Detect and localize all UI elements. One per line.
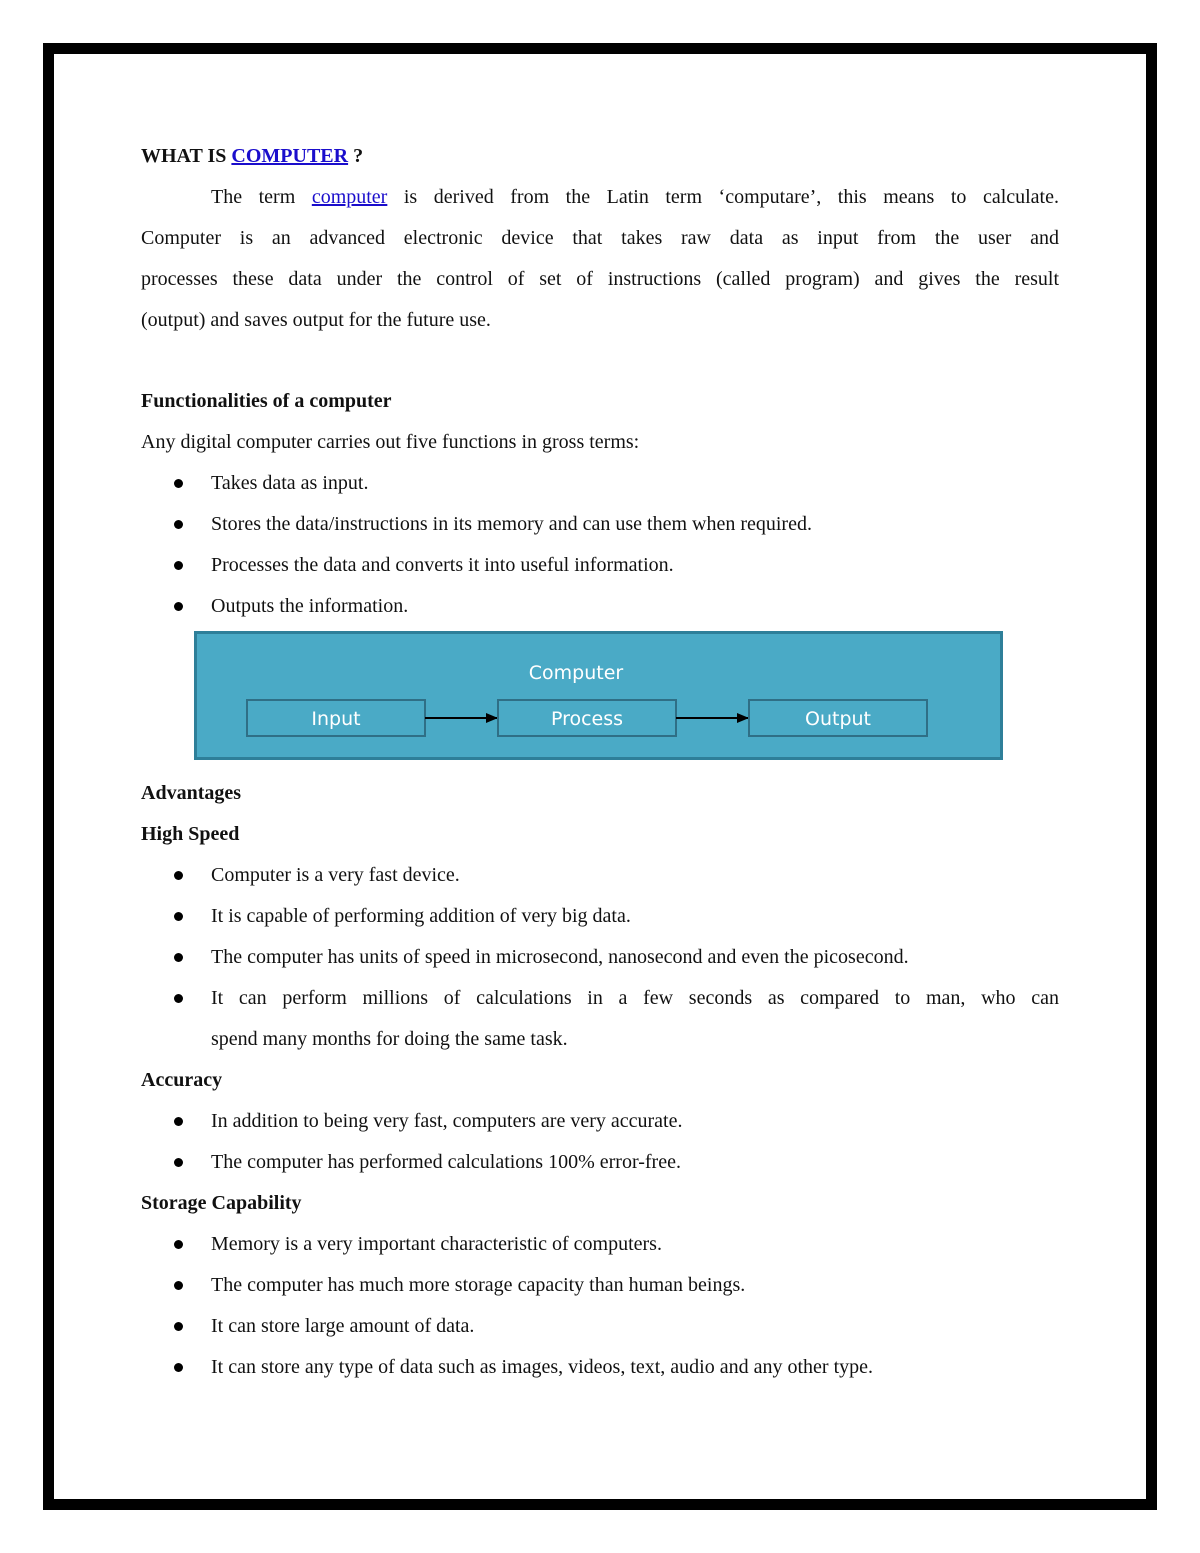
- list-item: The computer has units of speed in microsecond, nanosecond and even the picosecond.: [141, 939, 1059, 980]
- list-item: It can store large amount of data.: [141, 1308, 1059, 1349]
- bullet-icon: [174, 1158, 183, 1167]
- bullet-icon: [174, 953, 183, 962]
- functionalities-lead: Any digital computer carries out five functions in gross terms:: [141, 431, 640, 453]
- diagram-svg: [194, 631, 1004, 763]
- intro-line-3: processes these data under the control of set of instructions (called program) and gives the result: [141, 268, 1059, 290]
- spacer: [141, 343, 1059, 383]
- bullet-icon: [174, 1117, 183, 1126]
- bullet-icon: [174, 479, 183, 488]
- bullet-icon: [174, 994, 183, 1003]
- output-label: Output: [805, 708, 871, 730]
- list-item: Outputs the information.: [141, 588, 1059, 629]
- high-speed-heading: High Speed: [141, 823, 240, 845]
- bullet-icon: [174, 1363, 183, 1372]
- accuracy-heading: Accuracy: [141, 1069, 223, 1091]
- list-item: The computer has much more storage capacity than human beings.: [141, 1267, 1059, 1308]
- bullet-icon: [174, 871, 183, 880]
- list-item-continuation: spend many months for doing the same task.: [211, 1028, 568, 1050]
- computer-text-link[interactable]: computer: [311, 186, 388, 208]
- page-title: WHAT IS COMPUTER ?: [141, 145, 364, 167]
- list-item: It is capable of performing addition of very big data.: [141, 898, 1059, 939]
- list-item: The computer has performed calculations 100% error-free.: [141, 1144, 1059, 1185]
- list-item: Computer is a very fast device.: [141, 857, 1059, 898]
- list-item: Memory is a very important characteristic of computers.: [141, 1226, 1059, 1267]
- advantages-heading: Advantages: [141, 782, 242, 804]
- intro-line-2: Computer is an advanced electronic device that takes raw data as input from the user and: [141, 227, 1059, 249]
- bullet-icon: [174, 602, 183, 611]
- computer-diagram: [141, 629, 1059, 775]
- diagram-title: Computer: [528, 662, 624, 684]
- bullet-icon: [174, 1240, 183, 1249]
- storage-heading: Storage Capability: [141, 1192, 302, 1214]
- intro-line-1: The term computer is derived from the Latin term ‘computare’, this means to calculate.: [211, 186, 1059, 208]
- list-item: Stores the data/instructions in its memory and can use them when required.: [141, 506, 1059, 547]
- bullet-icon: [174, 561, 183, 570]
- list-item: It can perform millions of calculations in a few seconds as compared to man, who can: [141, 980, 1059, 1021]
- bullet-icon: [174, 1322, 183, 1331]
- list-item: In addition to being very fast, computers are very accurate.: [141, 1103, 1059, 1144]
- process-label: Process: [550, 708, 624, 730]
- bullet-icon: [174, 1281, 183, 1290]
- list-item: It can store any type of data such as images, videos, text, audio and any other type.: [141, 1349, 1059, 1390]
- intro-line-4: (output) and saves output for the future use.: [141, 309, 491, 331]
- document-body: [141, 138, 1059, 1390]
- functionalities-heading: Functionalities of a computer: [141, 390, 392, 412]
- list-item: Takes data as input.: [141, 465, 1059, 506]
- diagram-background: [196, 633, 1002, 759]
- input-label: Input: [311, 708, 361, 730]
- list-item: Processes the data and converts it into useful information.: [141, 547, 1059, 588]
- computer-title-link[interactable]: COMPUTER: [231, 145, 349, 167]
- bullet-icon: [174, 912, 183, 921]
- bullet-icon: [174, 520, 183, 529]
